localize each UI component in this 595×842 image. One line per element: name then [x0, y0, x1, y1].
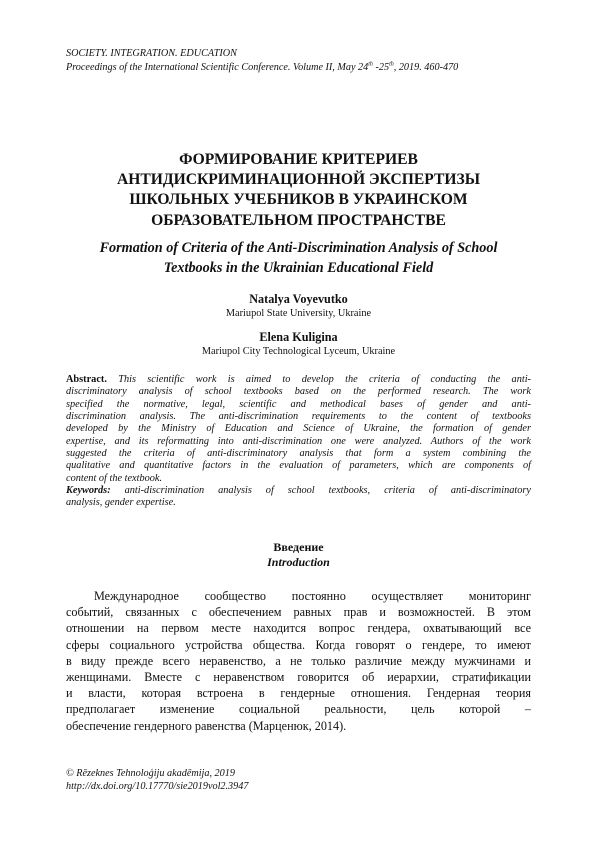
body-line: и власти, которая встроена в гендерные отношения. Гендерная теория [66, 686, 531, 701]
author-affiliation: Mariupol State University, Ukraine [225, 308, 372, 319]
body-line: событий, связанных с обеспечением равных прав и возможностей. В этом [66, 605, 531, 620]
title-en-line: Formation of Criteria of the Anti-Discrimination Analysis of School [99, 240, 498, 256]
author-affiliation: Mariupol City Technological Lyceum, Ukraine [201, 346, 396, 357]
abstract-line: discrimination analysis. The anti-discrimination requirements to the content of textbooks [66, 411, 531, 423]
title-ru-line: АНТИДИСКРИМИНАЦИОННОЙ ЭКСПЕРТИЗЫ [116, 171, 481, 189]
abstract-line: content of the textbook. [66, 472, 163, 484]
abstract-label: Abstract. [66, 374, 107, 385]
journal-name: SOCIETY. INTEGRATION. EDUCATION [66, 48, 237, 59]
author-block [66, 329, 531, 358]
abstract-line: suggested the criteria of anti-discriminatory analysis that form a system combining the [66, 448, 531, 460]
doi-link[interactable]: http://dx.doi.org/10.17770/sie2019vol2.3947 [66, 781, 249, 792]
title-english [66, 238, 531, 278]
body-line: обеспечение гендерного равенства (Марценюк, 2014). [66, 718, 347, 733]
running-header [66, 47, 536, 74]
title-ru-line: ШКОЛЬНЫХ УЧЕБНИКОВ В УКРАИНСКОМ [129, 191, 468, 209]
author-name: Elena Kuligina [259, 330, 338, 344]
title-russian [66, 150, 531, 231]
abstract-line: expertise, and its reformatting into anti-discrimination one were analyzed. Authors of the work [66, 435, 531, 447]
abstract-line: discriminatory analysis of school textbooks based on the performed research. The work [66, 386, 531, 398]
author-name: Natalya Voyevutko [249, 292, 348, 306]
body-line: женщинами. Вместе с неравенством говорится об иерархии, стратификации [66, 669, 531, 684]
section-heading-ru: Введение [273, 540, 324, 554]
section-heading [66, 540, 531, 570]
body-line: отношении на первом месте находится вопрос гендера, охватывающий все [66, 621, 531, 636]
section-heading-en: Introduction [267, 555, 330, 569]
abstract-line: developed by the Ministry of Education and Science of Ukraine, the formation of gender [66, 423, 531, 435]
abstract [66, 374, 531, 510]
body-line: в виду прежде всего неравенство, а не только различие между мужчинами и [66, 653, 531, 668]
body-paragraph [66, 588, 531, 734]
title-ru-line: ОБРАЗОВАТЕЛЬНОМ ПРОСТРАНСТВЕ [151, 211, 446, 229]
body-line: предполагает изменение социальной реальности, цель которой – [66, 702, 531, 717]
author-block [66, 291, 531, 320]
abstract-line: specified the normative, legal, scientific and methodical bases of gender and anti- [66, 398, 531, 410]
keywords-line: analysis, gender expertise. [66, 497, 176, 509]
body-line: Международное сообщество постоянно осуществляет мониторинг [94, 589, 531, 603]
page-footer [66, 767, 531, 793]
title-en-line: Textbooks in the Ukrainian Educational Field [163, 260, 434, 276]
abstract-line: qualitative and quantitative factors in the evaluation of parameters, which are components of [66, 460, 531, 472]
title-ru-line: ФОРМИРОВАНИЕ КРИТЕРИЕВ [179, 151, 418, 168]
keywords-label: Keywords: [66, 485, 111, 497]
proceedings-line: Proceedings of the International Scientific Conference. Volume II, May 24th -25th, 2019. 460-470 [66, 61, 459, 73]
abstract-line: Abstract. This scientific work is aimed to develop the criteria of conducting the anti- [66, 374, 531, 385]
keywords-line: Keywords: anti-discrimination analysis of school textbooks, criteria of anti-discriminatory [66, 485, 531, 497]
body-line: сферы социального устройства общества. Когда говорят о гендере, то имеют [66, 637, 531, 652]
copyright-notice: © Rēzeknes Tehnoloģiju akadēmija, 2019 [66, 768, 235, 779]
